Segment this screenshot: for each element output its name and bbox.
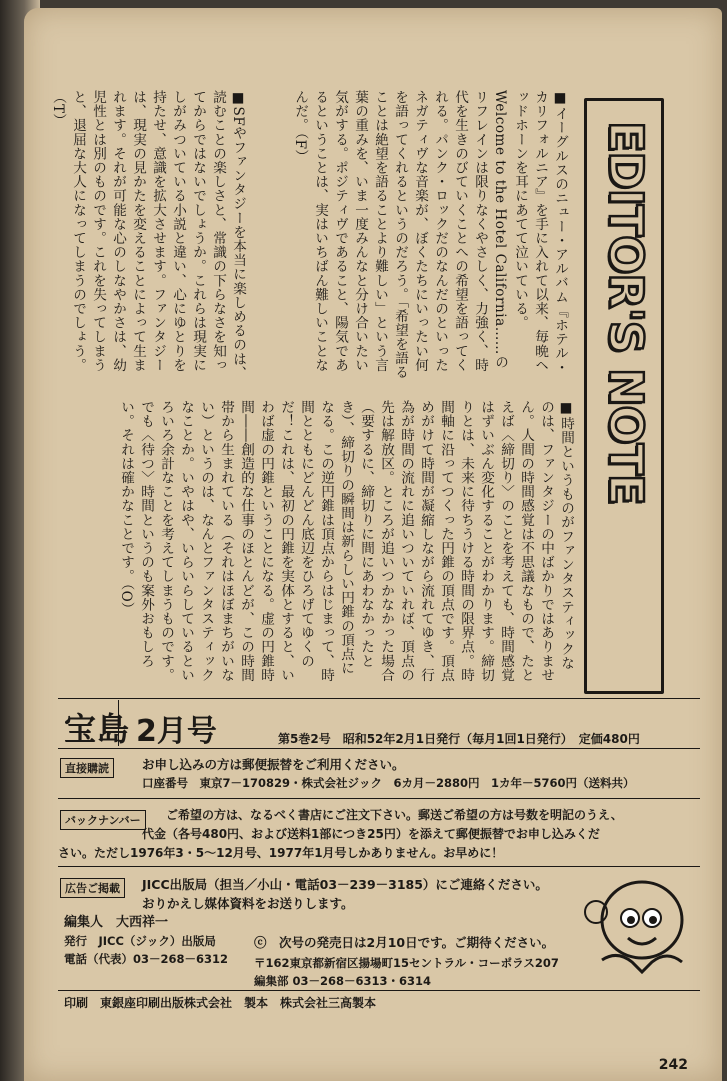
divider <box>58 698 700 699</box>
divider <box>58 990 700 991</box>
subscription-line2: 口座番号 東京7－170829・株式会社ジック 6カ月－2880円 1カ年－5760円（送料共） <box>142 776 635 790</box>
column-text-2: ■SFやファンタジーを本当に楽しめるのは、読むことの楽しさと、常識の下らなさを知ってからではないでしょうか。これらは現実にしがみついている小説と違い、心にゆとりを持たせ、意識を拡大させます。ファンタジーは、現実の見かたを変えることによって生まれます。それが可能な心のしなやかさは、幼児性とは別のものです。これを失ってしまうと、退屈な大人になってしまうのでしょう。（T） <box>50 90 246 381</box>
editor-name: 編集人 大西祥一 <box>64 915 169 930</box>
advertising-line1: JICC出版局（担当／小山・電話03－239－3185）にご連絡ください。 <box>142 877 548 892</box>
colophon-area <box>58 698 700 1028</box>
mascot-illustration <box>582 870 692 980</box>
back-number-line2: 代金（各号480円、および送料1部につき25円）を添えて郵便振替でお申し込みくだ <box>142 827 600 841</box>
subscription-label: 直接購読 <box>60 758 114 778</box>
column-text-3: ■時間というものがファンタスティックなのは、ファンタジーの中ばかりではありません。人間の時間感覚は不思議なもので、たとえば〈締切り〉のことを考えても、時間感覚はずいぶん変化することがわかります。締切りとは、未来に待ちうける時間の限界点。時間軸に沿ってつくった円錐の頂点です。頂点めがけて時間が凝縮しながら流れてゆき、行為が時間の流れに追いついていれば、頂点の先は解放区。ところが追いつかなかった場合（要するに、締切りに間にあわなかったとき）、締切りの瞬間は新らしい円錐の頂点になる。この逆円錐は頂点からはじまって、時間とともにどんどん底辺をひろげてゆくのだ！これは、最初の円錐を実体とすると、いわば虚の円錐ということになる。虚の円錐時間――創造的な仕事のほとんどが、この時間帯から生まれている（それはほぼまちがいない）というのは、なんとファンタスティックなことか。いやはや、いらいらしているといろいろ余計なことを考えてしまうものです。でも〈待つ〉時間というのも案外おもしろい。それは確かなことです。（O） <box>118 400 574 682</box>
editors-column-right-a <box>292 90 570 382</box>
divider <box>58 798 700 799</box>
address: 〒162東京都新宿区揚場町15セントラル・コーポラス207 <box>254 956 559 970</box>
divider <box>58 748 700 749</box>
issue-number: 2月号 <box>136 714 217 749</box>
subscription-line1: お申し込みの方は郵便振替をご利用ください。 <box>142 757 405 772</box>
page-number: 242 <box>658 1057 688 1073</box>
title-divider <box>118 700 119 746</box>
phone: 電話（代表）03－268－6312 <box>64 952 229 966</box>
issue-info: 第5巻2号 昭和52年2月1日発行（毎月1回1日発行） 定価480円 <box>278 732 640 746</box>
publisher: 発行 JICC（ジック）出版局 <box>64 934 216 948</box>
edit-phone: 編集部 03－268－6313・6314 <box>254 974 432 988</box>
next-issue: ⓒ 次号の発売日は2月10日です。ご期待ください。 <box>254 935 555 950</box>
editors-note-title: EDITOR'S NOTE <box>599 121 653 505</box>
column-text: ■イーグルスのニュー・アルバム『ホテル・カリフォルニア』を手に入れて以来、毎晩ヘッドホーンを耳にあてて泣いている。Welcome to the Hotel California……のリフレインは限りなくやさしく、力強く、時代を生きのびていくことへの希望を語ってくれる。パンク・ロックだのなんだのといったネガティヴな音楽が、ぼくたちにいったい何を語ってくれるというのだろう。「希望を語ることは絶望を語ることより難しい」という言葉の重みを、いま一度みんなと分け合いたい気がする。ポジティヴであること、陽気であるということは、実はいちばん難しいことなんだ。（F） <box>292 90 568 380</box>
back-number-line1: ご希望の方は、なるべく書店にご注文下さい。郵送ご希望の方は号数を明記のうえ、 <box>166 808 623 822</box>
advertising-line2: おりかえし媒体資料をお送りします。 <box>142 896 354 911</box>
back-number-line3: さい。ただし1976年3・5～12月号、1977年1月号しかありません。お早めに！ <box>58 846 504 860</box>
magazine-title: 宝島 <box>64 710 131 748</box>
magazine-page <box>24 8 722 1081</box>
divider <box>58 866 700 867</box>
editors-column-left <box>78 400 576 682</box>
back-number-label: バックナンバー <box>60 810 146 830</box>
editors-note-box <box>584 98 664 694</box>
editors-column-right-b <box>50 90 248 382</box>
advertising-label: 広告ご掲載 <box>60 878 125 898</box>
printer: 印刷 東銀座印刷出版株式会社 製本 株式会社三高製本 <box>64 996 377 1010</box>
